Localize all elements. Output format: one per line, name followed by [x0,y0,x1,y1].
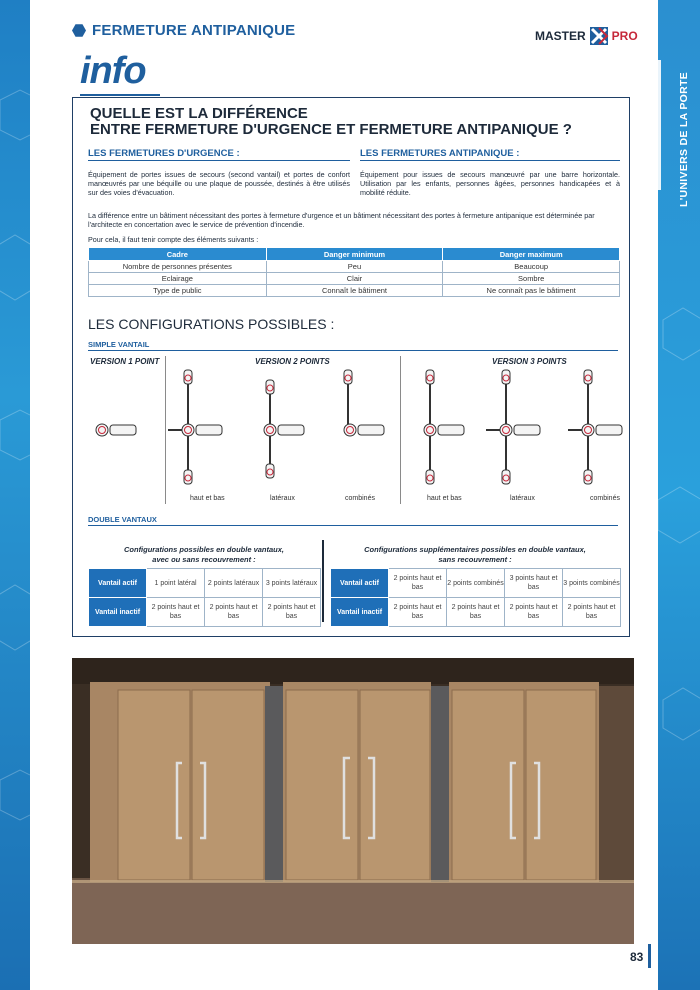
table-cell: Nombre de personnes présentes [89,261,267,273]
table-header: Danger maximum [443,248,620,261]
double-right-heading-2: sans recouvrement : [438,555,512,564]
masterpro-logo [535,26,638,46]
simple-vantail-label: SIMPLE VANTAIL [88,340,150,349]
table-cell: Connaît le bâtiment [266,285,443,297]
side-tab-label: L'UNIVERS DE LA PORTE [678,72,690,208]
table-cell: 2 points haut et bas [505,598,563,627]
double-right-heading-1: Configurations supplémentaires possibles en double vantaux, [364,545,586,554]
table-header-row [89,248,620,261]
question-title [90,106,572,138]
double-vantaux-rule [88,525,618,526]
logo-text-pro: PRO [611,29,638,43]
row-label: Vantail inactif [89,598,147,627]
caption: haut et bas [190,495,225,502]
table-cell: 3 points latéraux [263,569,321,598]
double-left-heading-2: avec ou sans recouvrement : [152,555,256,564]
table-cell: 2 points haut et bas [447,598,505,627]
hexagon-pattern [658,0,700,990]
double-left-table [88,568,321,627]
table-row [89,261,620,273]
version-1-label: VERSION 1 POINT [90,357,160,366]
double-right-table [330,568,621,627]
left-decorative-band [0,0,30,990]
hexagon-icon [72,24,86,38]
comparison-table [88,247,620,297]
diagram-3-points-haut-bas [424,370,464,484]
table-cell: 3 points combinés [563,569,621,598]
wooden-doors-illustration [72,658,634,944]
table-cell: Beaucoup [443,261,620,273]
antipanique-text: Équipement pour issues de secours manœuvré par une barre horizontale. Utilisation par les enfants, personnes âgées, personnes handicapées et à mobilité réduite. [360,170,620,197]
diagram-3-points-lateraux [486,370,540,484]
caption: latéraux [270,495,295,502]
criteria-intro: Pour cela, il faut tenir compte des éléments suivants : [88,235,259,244]
double-separator [322,540,324,622]
hexagon-pattern [0,0,30,990]
table-row [89,569,321,598]
caption: haut et bas [427,495,462,502]
table-cell: Eclairage [89,273,267,285]
caption: combinés [345,495,375,502]
right-decorative-band [658,0,700,990]
table-cell: 2 points combinés [447,569,505,598]
table-row [331,598,621,627]
diagram-2-points-lateraux [264,380,304,478]
info-underline [80,94,160,96]
diagram-2-points-haut-bas [168,370,222,484]
double-left-heading [88,545,320,565]
page-number-bar [648,944,651,968]
diagram-2-points-combines [344,370,384,436]
version-3-label: VERSION 3 POINTS [492,357,567,366]
row-label: Vantail actif [89,569,147,598]
table-row [331,569,621,598]
caption: combinés [590,495,620,502]
table-cell: 2 points latéraux [205,569,263,598]
urgence-text: Équipement de portes issues de secours (second vantail) et portes de confort manœuvrés par une béquille ou une plaque de poussée, destinés à être utilisés sur des voies d'évacuation. [88,170,350,197]
table-cell: Clair [266,273,443,285]
difference-text: La différence entre un bâtiment nécessitant des portes à fermeture d'urgence et un bâtiment nécessitant des portes à fermeture antipanique est déterminée par l'architecte en concertation avec le service de prévention d'incendie. [88,211,595,229]
row-label: Vantail actif [331,569,389,598]
configurations-title: LES CONFIGURATIONS POSSIBLES : [88,316,335,332]
info-heading: info [80,50,146,92]
table-header: Cadre [89,248,267,261]
table-cell: 2 points haut et bas [147,598,205,627]
table-row [89,598,321,627]
logo-text-master: MASTER [535,29,586,43]
table-cell: Ne connaît pas le bâtiment [443,285,620,297]
caption: latéraux [510,495,535,502]
table-cell: 2 points haut et bas [389,569,447,598]
page-number: 83 [630,950,644,964]
table-cell: 1 point latéral [147,569,205,598]
simple-vantail-rule [88,350,618,351]
question-line-2: ENTRE FERMETURE D'URGENCE ET FERMETURE ANTIPANIQUE ? [90,121,572,138]
table-cell: 2 points haut et bas [205,598,263,627]
table-cell: 3 points haut et bas [505,569,563,598]
table-header: Danger minimum [266,248,443,261]
antipanique-title: LES FERMETURES ANTIPANIQUE : [360,148,520,159]
table-cell: Peu [266,261,443,273]
table-row [89,285,620,297]
table-cell: 2 points haut et bas [263,598,321,627]
table-cell: 2 points haut et bas [389,598,447,627]
table-row [89,273,620,285]
table-cell: 2 points haut et bas [563,598,621,627]
section-title [72,22,295,39]
question-line-1: QUELLE EST LA DIFFÉRENCE [90,105,308,122]
double-vantaux-label: DOUBLE VANTAUX [88,515,157,524]
section-title-text: FERMETURE ANTIPANIQUE [92,22,296,39]
row-label: Vantail inactif [331,598,389,627]
urgence-rule [88,160,350,161]
diagram-1-point [96,424,136,436]
table-cell: Type de public [89,285,267,297]
double-right-heading [330,545,620,565]
version-2-label: VERSION 2 POINTS [255,357,330,366]
diagram-3-points-combines [568,370,622,484]
double-left-heading-1: Configurations possibles en double vantaux, [123,545,285,554]
table-cell: Sombre [443,273,620,285]
antipanique-rule [360,160,620,161]
logo-cross-icon [589,26,609,46]
lock-configuration-diagrams [88,360,628,500]
urgence-title: LES FERMETURES D'URGENCE : [88,148,240,159]
door-photo [72,658,634,944]
